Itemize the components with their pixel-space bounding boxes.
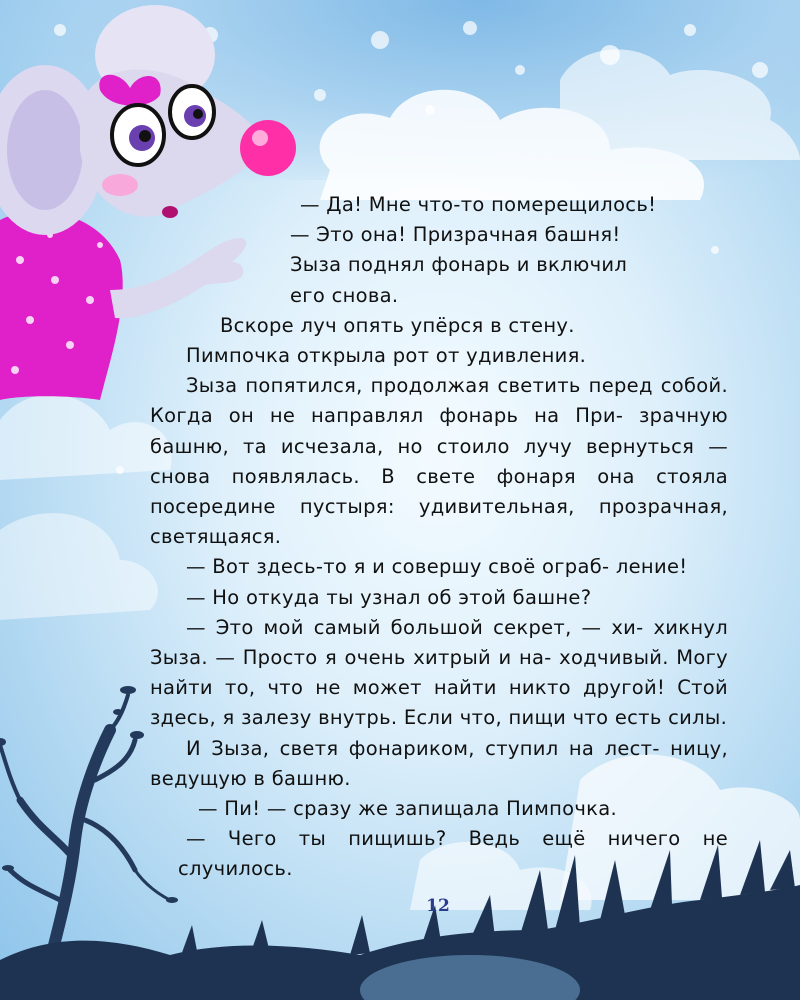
paragraph-8 — [150, 583, 728, 613]
paragraph-12 — [150, 824, 728, 884]
text-line: — Но откуда ты узнал об этой башне? — [186, 585, 592, 609]
paragraph-2 — [150, 220, 728, 250]
paragraph-9 — [150, 613, 728, 734]
text-line: — Вот здесь-то я и совершу своё ограб- — [186, 555, 610, 579]
text-line: ление! — [615, 555, 688, 579]
text-line: случилось. — [178, 857, 293, 881]
text-line: зрачную башню, та исчезала, но стоило лучу — [150, 404, 728, 458]
text-line: ницу, ведущую в башню. — [150, 736, 728, 790]
text-line: Вскоре луч опять упёрся в стену. — [220, 313, 575, 337]
text-line: — Да! Мне что-то померещилось! — [300, 193, 657, 216]
paragraph-7 — [150, 552, 728, 582]
text-line: Зыза попятился, продолжая светить перед — [186, 374, 653, 398]
text-line: ходчивый. Могу найти то, что не может найти — [150, 646, 728, 700]
text-line: его снова. — [290, 283, 399, 307]
paragraph-11 — [150, 794, 728, 824]
text-line: — Это мой самый большой секрет, — хи- — [186, 615, 644, 639]
paragraph-4 — [150, 311, 728, 341]
text-line: собой. Когда он не направлял фонарь на При- — [150, 374, 728, 428]
text-line: Зыза поднял фонарь и включил — [290, 253, 628, 277]
paragraph-5 — [150, 341, 728, 371]
text-line: вернуться — снова появлялась. В свете фонаря — [150, 434, 728, 488]
text-line: прозрачная, светящаяся. — [150, 495, 729, 549]
text-line: Пимпочка открыла рот от удивления. — [186, 344, 587, 368]
paragraph-10 — [150, 734, 728, 794]
text-line: — Это она! Призрачная башня! — [290, 223, 621, 247]
paragraph-6 — [150, 371, 728, 552]
story-text — [150, 190, 728, 885]
paragraph-1 — [150, 190, 728, 220]
page-number: 12 — [426, 896, 450, 916]
text-line: она стояла посередине пустыря: удивительная, — [150, 464, 729, 519]
paragraph-3 — [150, 250, 728, 310]
nose — [240, 120, 296, 176]
text-line: никто другой! Стой здесь, я залезу внутрь. — [150, 676, 728, 730]
text-line: хикнул Зыза. — Просто я очень хитрый и на- — [150, 615, 728, 670]
text-line: — Чего ты пищишь? Ведь ещё ничего не — [186, 827, 728, 851]
text-line: — Пи! — сразу же запищала Пимпочка. — [198, 797, 618, 821]
text-line: Если что, пищи что есть силы. — [403, 706, 728, 730]
text-line: И Зыза, светя фонариком, ступил на лест- — [186, 736, 660, 760]
